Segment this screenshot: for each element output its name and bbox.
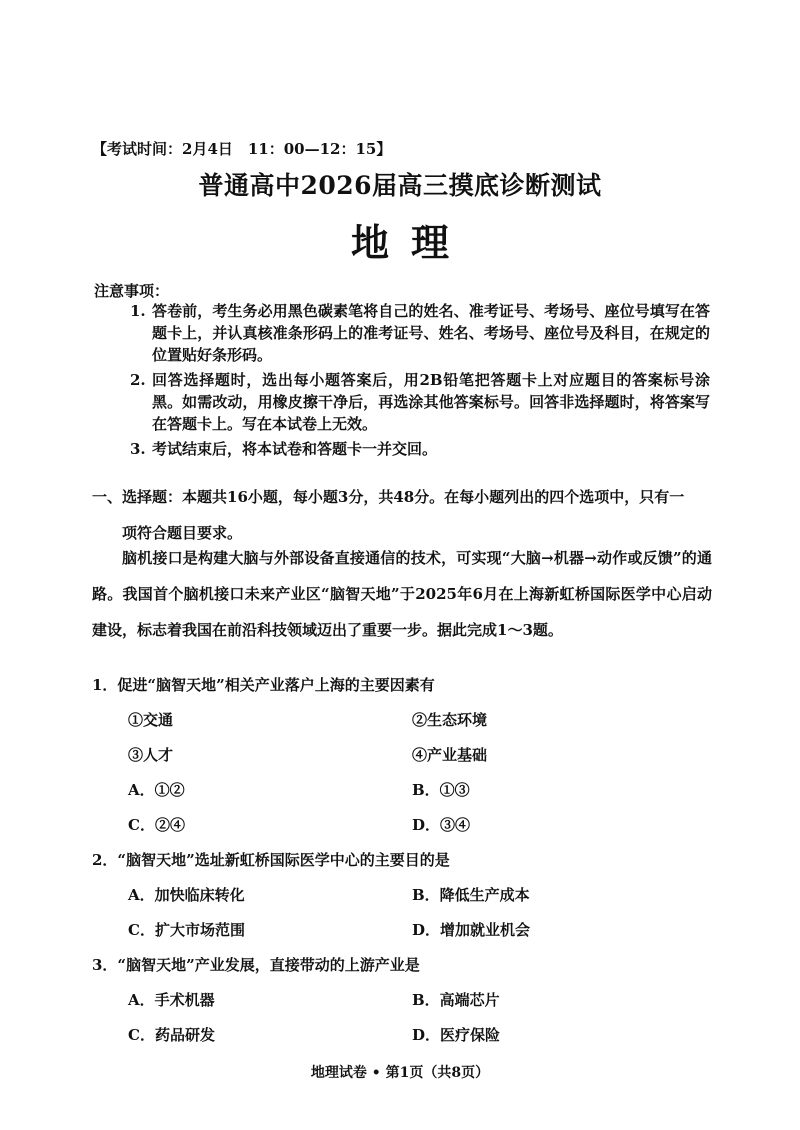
answer-option: A．手术机器 — [128, 991, 215, 1009]
notice-item-number: 3. — [130, 440, 146, 458]
question-factor: ①交通 — [128, 711, 174, 729]
answer-option: D．增加就业机会 — [412, 921, 531, 939]
question-stem: 1．促进“脑智天地”相关产业落户上海的主要因素有 — [92, 676, 435, 694]
notice-item-number: 2. — [130, 371, 146, 389]
answer-option: B．①③ — [412, 781, 470, 799]
answer-option: D．医疗保险 — [412, 1026, 501, 1044]
reading-passage: 脑机接口是构建大脑与外部设备直接通信的技术，可实现“大脑→机器→动作或反馈”的通路。我国首个脑机接口未来产业区“脑智天地”于2025年6月在上海新虹桥国际医学中心启动建设，标志着我国在前沿科技领域迈出了重要一步。据此完成1～3题。 — [92, 549, 712, 639]
question-stem: 3．“脑智天地”产业发展，直接带动的上游产业是 — [92, 956, 420, 974]
section-title-line1: 一、选择题：本题共16小题，每小题3分，共48分。在每小题列出的四个选项中，只有一 — [92, 488, 685, 506]
page-footer: 地理试卷 • 第1页（共8页） — [310, 1065, 490, 1081]
answer-option: B．降低生产成本 — [412, 886, 530, 904]
notice-item-text: 答卷前，考生务必用黑色碳素笔将自己的姓名、准考证号、考场号、座位号填写在答题卡上，并认真核准条形码上的准考证号、姓名、考场号、座位号及科目，在规定的位置贴好条形码。 — [152, 302, 710, 364]
notice-item-text: 考试结束后，将本试卷和答题卡一并交回。 — [152, 440, 438, 458]
subject-title: 地理 — [350, 220, 471, 265]
notice-item — [130, 369, 710, 435]
answer-option: C．扩大市场范围 — [128, 921, 245, 939]
exam-time: 【考试时间：2月4日 11：00—12：15】 — [92, 140, 392, 158]
answer-option: A．①② — [128, 781, 185, 799]
answer-option: C．药品研发 — [128, 1026, 215, 1044]
question-stem: 2．“脑智天地”选址新虹桥国际医学中心的主要目的是 — [92, 851, 450, 869]
notice-item — [130, 300, 710, 366]
answer-option: B．高端芯片 — [412, 991, 500, 1009]
section-title-line2: 项符合题目要求。 — [122, 524, 243, 542]
question-factor: ②生态环境 — [412, 711, 488, 729]
notice-heading: 注意事项： — [94, 282, 170, 300]
question-factor: ③人才 — [128, 746, 174, 764]
notice-item — [130, 438, 710, 460]
question-factor: ④产业基础 — [412, 746, 488, 764]
answer-option: A．加快临床转化 — [128, 886, 245, 904]
answer-option: D．③④ — [412, 816, 471, 834]
notice-item-text: 回答选择题时，选出每小题答案后，用2B铅笔把答题卡上对应题目的答案标号涂黑。如需改动，用橡皮擦干净后，再选涂其他答案标号。回答非选择题时，将答案写在答题卡上。写在本试卷上无效。 — [152, 371, 710, 433]
exam-title: 普通高中2026届高三摸底诊断测试 — [198, 171, 602, 200]
notice-item-number: 1. — [130, 302, 146, 320]
answer-option: C．②④ — [128, 816, 185, 834]
